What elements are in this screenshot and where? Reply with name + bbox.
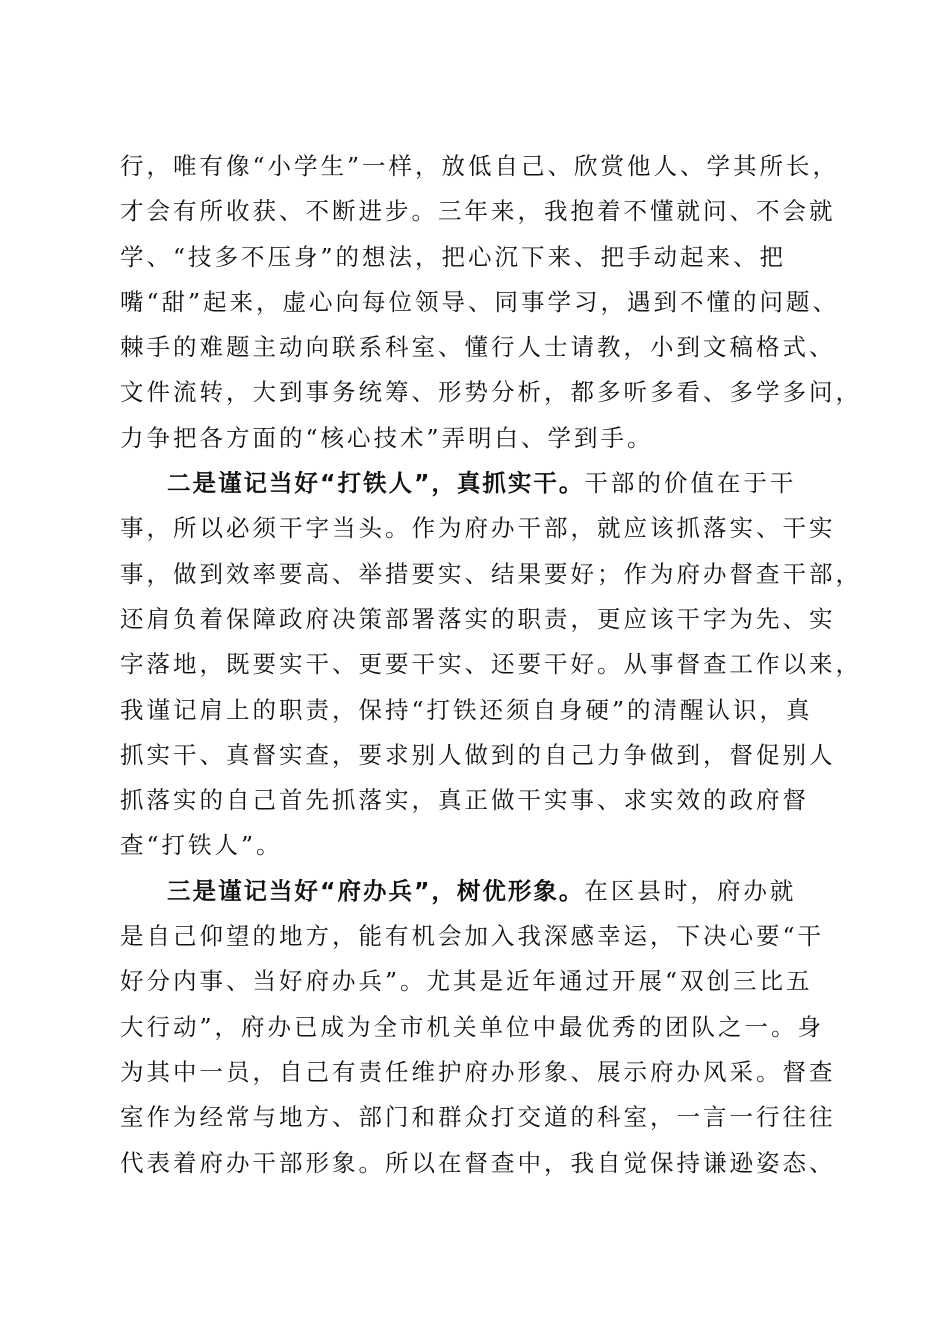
text-line: 我谨记肩上的职责，保持“打铁还须自身硬”的清醒认识，真 [120, 695, 813, 724]
paragraph-3 [120, 869, 840, 1186]
paragraph-lead-heading: 二是谨记当好“打铁人”，真抓实干。 [167, 469, 585, 498]
text-line: 文件流转，大到事务统筹、形势分析，都多听多看、多学多问， [120, 378, 862, 407]
text-line: 室作为经常与地方、部门和群众打交道的科室，一言一行往往 [120, 1103, 836, 1132]
text-line: 棘手的难题主动向联系科室、懂行人士请教，小到文稿格式、 [120, 333, 836, 362]
text-span: 干部的价值在于干 [584, 469, 797, 498]
text-line: 抓落实的自己首先抓落实，真正做干实事、求实效的政府督 [120, 786, 809, 815]
body-text [120, 144, 862, 1186]
text-line: 行，唯有像“小学生”一样，放低自己、欣赏他人、学其所长， [120, 152, 840, 180]
paragraph-first-line [120, 869, 840, 914]
text-line: 还肩负着保障政府决策部署落实的职责，更应该干字为先、实 [120, 604, 836, 633]
paragraph-lead-heading: 三是谨记当好“府办兵”，树优形象。 [167, 876, 585, 905]
paragraph-first-line [120, 461, 840, 506]
text-line: 为其中一员，自己有责任维护府办形象、展示府办风采。督查 [120, 1057, 836, 1086]
text-line: 大行动”，府办已成为全市机关单位中最优秀的团队之一。身 [120, 1012, 825, 1041]
text-line: 力争把各方面的“核心技术”弄明白、学到手。 [120, 423, 654, 452]
text-span: 在区县时，府办就 [584, 876, 797, 905]
text-line: 是自己仰望的地方，能有机会加入我深感幸运，下决心要“干 [120, 922, 825, 951]
text-line: 好分内事、当好府办兵”。尤其是近年通过开展“双创三比五 [120, 967, 813, 996]
text-line: 事，所以必须干字当头。作为府办干部，就应该抓落实、干实 [120, 514, 836, 543]
paragraph-2 [120, 461, 862, 869]
text-line: 嘴“甜”起来，虚心向每位领导、同事学习，遇到不懂的问题、 [120, 287, 840, 316]
text-line: 事，做到效率要高、举措要实、结果要好；作为府办督查干部， [120, 559, 862, 588]
text-line: 学、“技多不压身”的想法，把心沉下来、把手动起来、把 [120, 242, 787, 271]
text-line: 查“打铁人”。 [120, 831, 283, 860]
text-line: 字落地，既要实干、更要干实、还要干好。从事督查工作以来， [120, 650, 862, 679]
paragraph-1 [120, 144, 862, 461]
text-line: 才会有所收获、不断进步。三年来，我抱着不懂就问、不会就 [120, 197, 836, 226]
text-line: 抓实干、真督实查，要求别人做到的自己力争做到，督促别人 [120, 740, 836, 769]
text-line: 代表着府办干部形象。所以在督查中，我自觉保持谦逊姿态、 [120, 1148, 836, 1177]
